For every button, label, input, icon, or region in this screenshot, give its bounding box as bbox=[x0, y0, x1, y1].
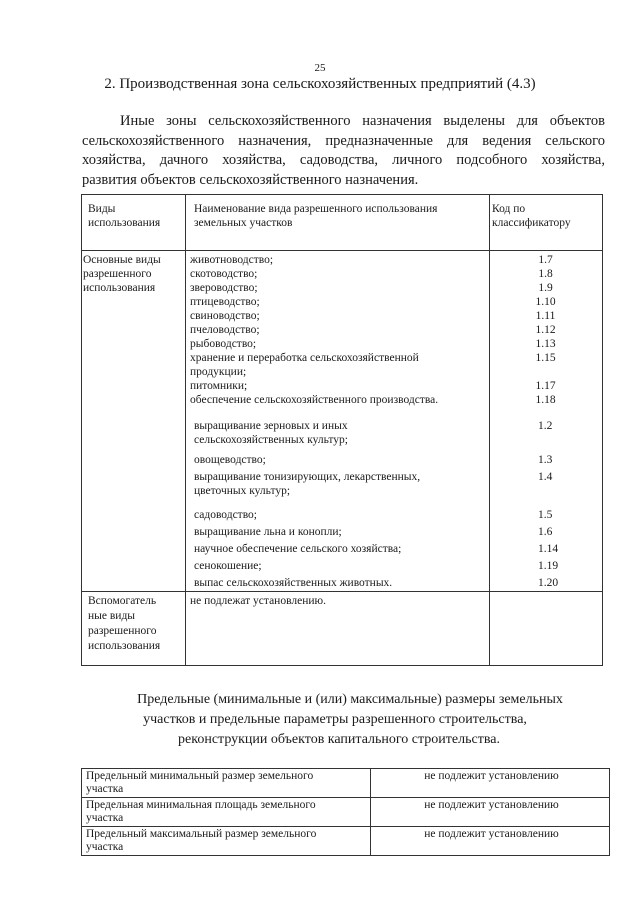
code-value: 1.10 bbox=[535, 296, 556, 308]
code-value: 1.9 bbox=[538, 282, 553, 294]
code-value: 1.5 bbox=[538, 509, 553, 521]
main-uses-list-a bbox=[190, 253, 486, 407]
param-value: не подлежит установлению bbox=[424, 770, 559, 782]
params-heading-line: реконструкции объектов капитального строительства. bbox=[178, 732, 500, 747]
row-divider bbox=[82, 250, 602, 251]
list-item: птицеводство; bbox=[190, 296, 260, 308]
list-item: садоводство; bbox=[194, 509, 257, 521]
params-heading-line: Предельные (минимальные и (или) максимальные) размеры земельных bbox=[137, 692, 563, 707]
code-value: 1.17 bbox=[535, 380, 556, 392]
code-value: 1.13 bbox=[535, 338, 556, 350]
list-item: питомники; bbox=[190, 380, 248, 392]
intro-line: развития объектов сельскохозяйственного назначения. bbox=[82, 171, 419, 188]
params-heading-line: участков и предельные параметры разрешенного строительства, bbox=[143, 712, 527, 727]
list-item: свиноводство; bbox=[190, 310, 260, 322]
code-value: 1.4 bbox=[538, 471, 553, 483]
code-value: 1.7 bbox=[538, 254, 553, 266]
list-item: сельскохозяйственных культур; bbox=[194, 434, 348, 446]
list-item: выращивание зерновых и иных bbox=[194, 420, 348, 432]
list-item: цветочных культур; bbox=[194, 485, 291, 497]
list-item: овощеводство; bbox=[194, 454, 266, 466]
list-item: обеспечение сельскохозяйственного производства. bbox=[190, 394, 439, 406]
code-value: 1.19 bbox=[538, 560, 559, 572]
code-value: 1.11 bbox=[535, 310, 556, 322]
param-label: Предельный минимальный размер земельного участка bbox=[86, 770, 314, 795]
aux-uses-value: не подлежат установлению. bbox=[190, 595, 326, 607]
code-value: 1.2 bbox=[538, 420, 553, 432]
param-value: не подлежит установлению bbox=[424, 828, 559, 840]
param-label: Предельный максимальный размер земельного участка bbox=[86, 828, 317, 853]
list-item: скотоводство; bbox=[190, 268, 258, 280]
header-use-name: Наименование вида разрешенного использования земельных участков bbox=[194, 203, 438, 229]
header-classifier-code: Код по классификатору bbox=[492, 203, 571, 229]
code-value: 1.12 bbox=[535, 324, 556, 336]
section-heading: 2. Производственная зона сельскохозяйственных предприятий (4.3) bbox=[104, 76, 536, 92]
intro-paragraph bbox=[82, 112, 605, 190]
aux-uses-label: Вспомогатель ные виды разрешенного использования bbox=[88, 595, 161, 652]
table-row bbox=[82, 769, 609, 797]
list-item: рыбоводство; bbox=[190, 338, 257, 350]
list-item: пчеловодство; bbox=[190, 324, 260, 336]
code-value: 1.8 bbox=[538, 268, 553, 280]
list-item: выращивание тонизирующих, лекарственных, bbox=[194, 471, 421, 483]
parameters-table bbox=[81, 768, 610, 856]
column-divider bbox=[185, 195, 186, 665]
intro-line: хозяйства, дачного хозяйства, садоводства, личного подсобного хозяйства, bbox=[82, 152, 605, 168]
main-uses-label: Основные виды разрешенного использования bbox=[83, 254, 161, 294]
intro-line: сельскохозяйственного назначения, предназначенные для ведения сельского bbox=[82, 132, 605, 149]
main-codes-a bbox=[490, 253, 601, 407]
list-item: продукции; bbox=[190, 366, 247, 378]
code-value: 1.15 bbox=[535, 352, 556, 364]
row-divider bbox=[82, 591, 602, 592]
list-item: сенокошение; bbox=[194, 560, 262, 572]
list-item: выпас сельскохозяйственных животных. bbox=[194, 577, 393, 589]
main-codes-b bbox=[538, 419, 598, 590]
param-label: Предельная минимальная площадь земельного участка bbox=[86, 799, 316, 824]
list-item: хранение и переработка сельскохозяйственной bbox=[190, 352, 419, 364]
code-value: 1.6 bbox=[538, 526, 553, 538]
code-value: 1.20 bbox=[538, 577, 559, 589]
intro-line: Иные зоны сельскохозяйственного назначения выделены для объектов bbox=[120, 113, 605, 129]
list-item: звероводство; bbox=[190, 282, 258, 294]
code-value: 1.14 bbox=[538, 543, 559, 555]
params-heading bbox=[0, 690, 640, 750]
param-value: не подлежит установлению bbox=[424, 799, 559, 811]
code-value: 1.3 bbox=[538, 454, 553, 466]
list-item: научное обеспечение сельского хозяйства; bbox=[194, 543, 402, 555]
table-row bbox=[82, 797, 609, 826]
list-item: животноводство; bbox=[190, 254, 274, 266]
table-row bbox=[82, 826, 609, 855]
code-value: 1.18 bbox=[535, 394, 556, 406]
main-uses-list-b bbox=[194, 419, 486, 590]
land-use-table bbox=[81, 194, 603, 666]
page-number: 25 bbox=[314, 62, 326, 74]
list-item: выращивание льна и конопли; bbox=[194, 526, 342, 538]
header-usage-types: Виды использования bbox=[88, 203, 161, 229]
